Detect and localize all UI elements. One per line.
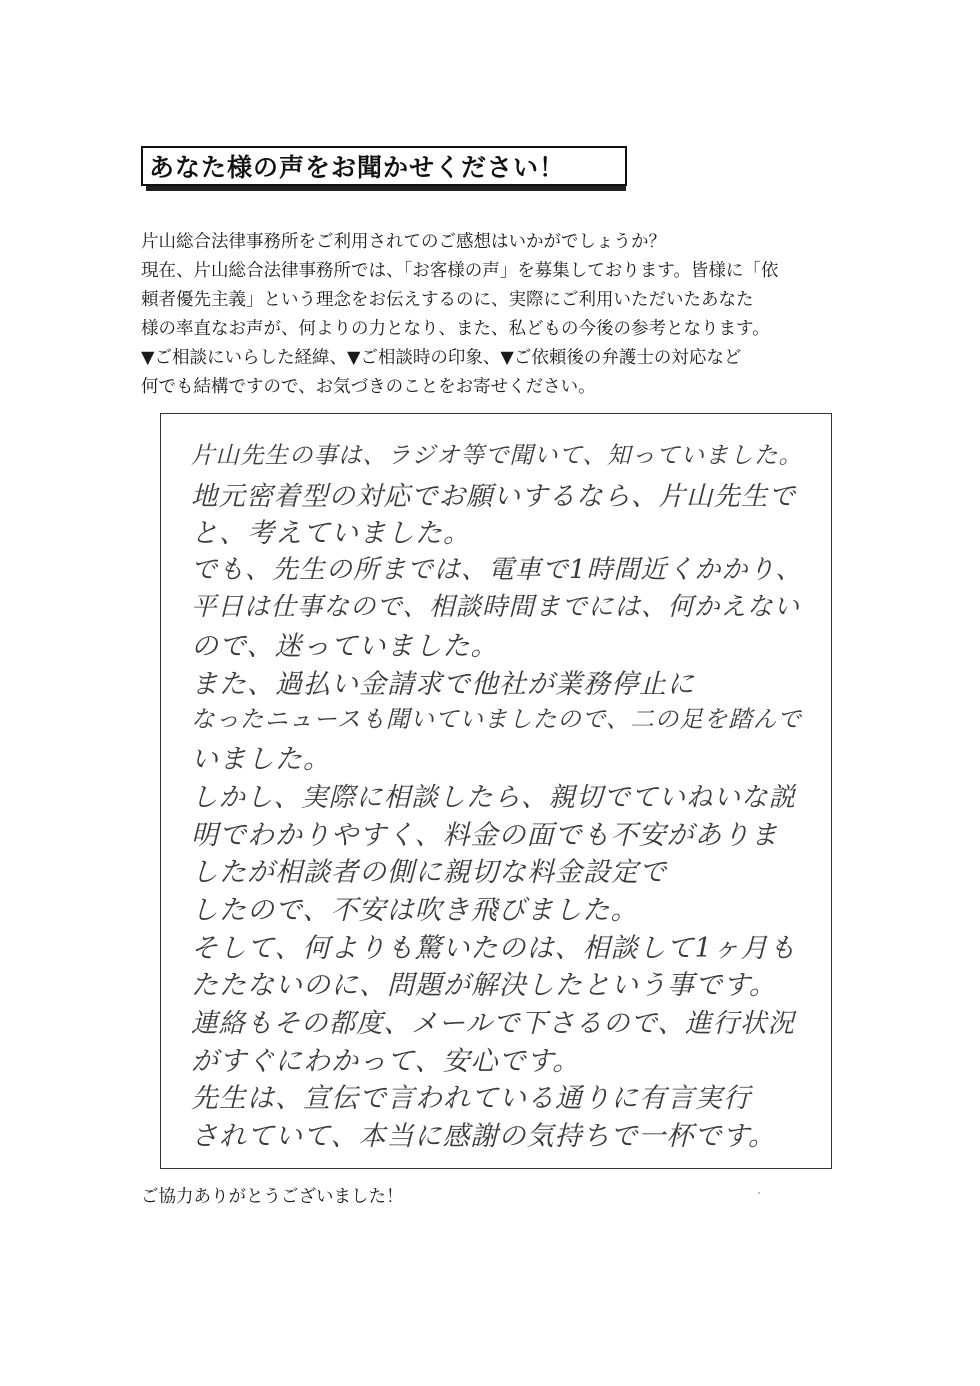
- handwritten-line: しかし、実際に相談したら、親切でていねいな説: [191, 782, 796, 813]
- handwritten-line: そして、何よりも驚いたのは、相談して1ヶ月も: [191, 933, 797, 964]
- handwritten-line: でも、先生の所までは、電車で1時間近くかかり、: [191, 555, 803, 585]
- handwritten-line: と、考えていました。: [191, 518, 471, 549]
- thank-you-note: ご協力ありがとうございました！: [141, 1187, 404, 1207]
- intro-line: 何でも結構ですので、お気づきのことをお寄せください。: [141, 377, 596, 397]
- handwritten-line: したので、不安は吹き飛びました。: [191, 895, 639, 926]
- intro-paragraph: [141, 228, 861, 402]
- handwritten-comment-box: [160, 413, 832, 1169]
- handwritten-line: 明でわかりやすく、料金の面でも不安がありま: [191, 820, 779, 851]
- intro-line: 様の率直なお声が、何よりの力となり、また、私どもの今後の参考となります。: [141, 319, 770, 339]
- handwritten-line: 片山先生の事は、ラジオ等で聞いて、知っていました。: [191, 441, 804, 469]
- handwritten-line: したが相談者の側に親切な料金設定で: [191, 857, 667, 888]
- handwritten-line: また、過払い金請求で他社が業務停止に: [191, 669, 695, 700]
- handwritten-line: 平日は仕事なので、相談時間までには、何かえない: [191, 592, 800, 622]
- handwritten-line: がすぐにわかって、安心です。: [191, 1046, 581, 1077]
- intro-line: 頼者優先主義」という理念をお伝えするのに、実際にご利用いただいたあなた: [141, 290, 754, 310]
- intro-line: ▼ご相談にいらした経緯、▼ご相談時の印象、▼ご依頼後の弁護士の対応など: [141, 348, 742, 368]
- intro-line: 片山総合法律事務所をご利用されてのご感想はいかがでしょうか？: [141, 232, 666, 252]
- handwritten-line: 地元密着型の対応でお願いするなら、片山先生で: [191, 481, 796, 512]
- scan-speck: [758, 1192, 760, 1194]
- form-title: あなた様の声をお聞かせください！: [149, 153, 566, 182]
- title-frame: [141, 146, 627, 186]
- handwritten-line: 先生は、宣伝で言われている通りに有言実行: [191, 1083, 751, 1114]
- intro-line: 現在、片山総合法律事務所では、「お客様の声」を募集しております。皆様に「依: [141, 261, 779, 281]
- handwritten-line: たたないのに、問題が解決したという事です。: [191, 970, 777, 1001]
- handwritten-line: いました。: [191, 744, 331, 775]
- handwritten-line: されていて、本当に感謝の気持ちで一杯です。: [191, 1121, 777, 1152]
- handwritten-line: なったニュースも聞いていましたので、二の足を踏んで: [191, 705, 802, 733]
- handwritten-line: 連絡もその都度、メールで下さるので、進行状況: [191, 1008, 795, 1039]
- form-title-box: [141, 146, 623, 188]
- handwritten-line: ので、迷っていました。: [191, 631, 499, 662]
